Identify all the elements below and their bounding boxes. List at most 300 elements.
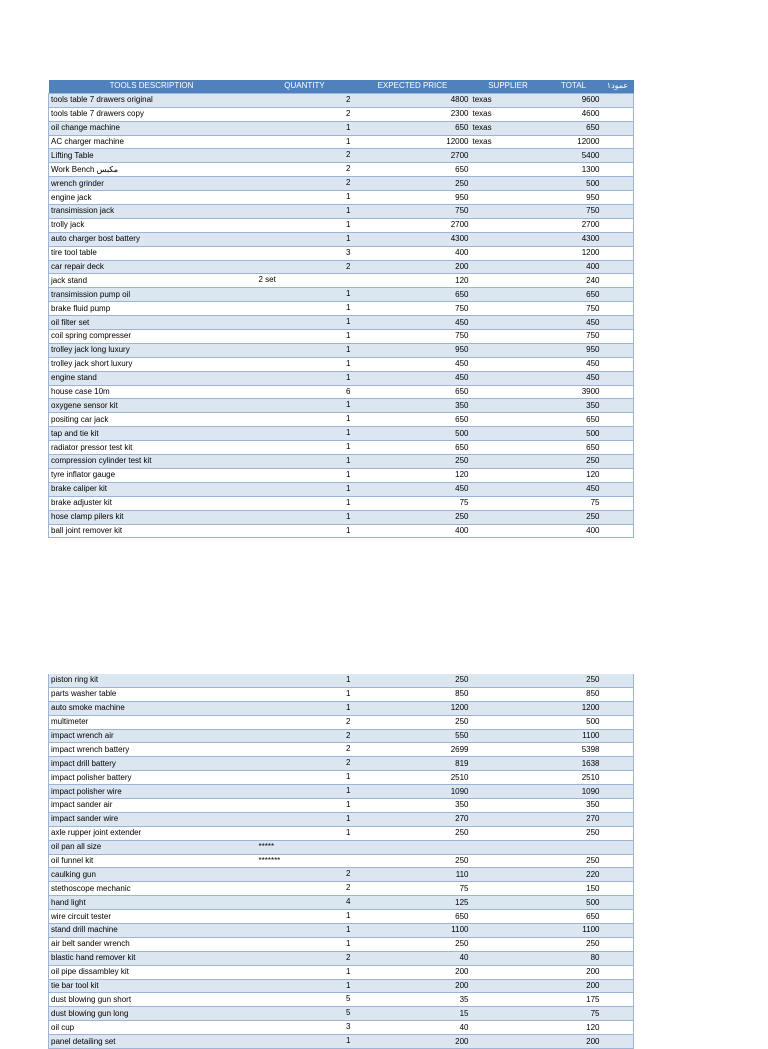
cell-description[interactable]: tap and tie kit [49, 427, 255, 441]
cell-description[interactable]: impact drill battery [49, 757, 255, 771]
cell-extra[interactable] [602, 413, 634, 427]
cell-expected-price[interactable]: 350 [355, 799, 471, 813]
cell-description[interactable]: stand drill machine [49, 924, 255, 938]
cell-total[interactable]: 120 [546, 1021, 602, 1035]
cell-expected-price[interactable]: 120 [355, 468, 471, 482]
cell-extra[interactable] [602, 163, 634, 177]
cell-description[interactable]: tire tool table [49, 246, 255, 260]
cell-total[interactable]: 350 [546, 399, 602, 413]
cell-extra[interactable] [602, 232, 634, 246]
cell-total[interactable]: 950 [546, 343, 602, 357]
cell-supplier[interactable] [471, 729, 546, 743]
header-quantity[interactable]: QUANTITY [255, 80, 355, 93]
cell-total[interactable]: 850 [546, 687, 602, 701]
cell-supplier[interactable]: texas [471, 121, 546, 135]
cell-extra[interactable] [602, 371, 634, 385]
cell-supplier[interactable] [471, 924, 546, 938]
cell-total[interactable]: 500 [546, 427, 602, 441]
cell-extra[interactable] [602, 357, 634, 371]
cell-expected-price[interactable]: 650 [355, 163, 471, 177]
cell-total[interactable]: 5400 [546, 149, 602, 163]
cell-description[interactable]: engine stand [49, 371, 255, 385]
cell-expected-price[interactable]: 750 [355, 205, 471, 219]
cell-description[interactable]: car repair deck [49, 260, 255, 274]
cell-supplier[interactable] [471, 274, 546, 288]
cell-total[interactable]: 650 [546, 413, 602, 427]
cell-description[interactable]: panel detailing set [49, 1035, 255, 1049]
cell-extra[interactable] [602, 910, 634, 924]
cell-expected-price[interactable]: 650 [355, 413, 471, 427]
cell-supplier[interactable] [471, 771, 546, 785]
cell-total[interactable]: 1200 [546, 246, 602, 260]
cell-description[interactable]: radiator pressor test kit [49, 441, 255, 455]
cell-expected-price[interactable]: 75 [355, 882, 471, 896]
cell-expected-price[interactable]: 35 [355, 993, 471, 1007]
cell-extra[interactable] [602, 924, 634, 938]
cell-total[interactable]: 4300 [546, 232, 602, 246]
cell-total[interactable]: 650 [546, 288, 602, 302]
cell-total[interactable]: 500 [546, 177, 602, 191]
cell-total[interactable]: 250 [546, 937, 602, 951]
cell-description[interactable]: auto charger bost battery [49, 232, 255, 246]
cell-supplier[interactable] [471, 330, 546, 344]
cell-expected-price[interactable]: 250 [355, 937, 471, 951]
cell-supplier[interactable] [471, 799, 546, 813]
cell-extra[interactable] [602, 510, 634, 524]
cell-extra[interactable] [602, 771, 634, 785]
cell-expected-price[interactable]: 2300 [355, 107, 471, 121]
cell-total[interactable]: 650 [546, 121, 602, 135]
cell-total[interactable]: 250 [546, 455, 602, 469]
cell-expected-price[interactable]: 750 [355, 330, 471, 344]
cell-total[interactable]: 4600 [546, 107, 602, 121]
cell-total[interactable]: 450 [546, 482, 602, 496]
header-expected-price[interactable]: EXPECTED PRICE [355, 80, 471, 93]
cell-supplier[interactable] [471, 205, 546, 219]
cell-expected-price[interactable]: 1100 [355, 924, 471, 938]
cell-extra[interactable] [602, 496, 634, 510]
cell-expected-price[interactable]: 450 [355, 316, 471, 330]
cell-expected-price[interactable]: 650 [355, 121, 471, 135]
cell-description[interactable]: wrench grinder [49, 177, 255, 191]
cell-supplier[interactable] [471, 757, 546, 771]
cell-total[interactable]: 2510 [546, 771, 602, 785]
cell-description[interactable]: brake adjuster kit [49, 496, 255, 510]
cell-expected-price[interactable]: 650 [355, 441, 471, 455]
cell-extra[interactable] [602, 274, 634, 288]
cell-extra[interactable] [602, 121, 634, 135]
cell-description[interactable]: multimeter [49, 715, 255, 729]
cell-total[interactable]: 500 [546, 715, 602, 729]
cell-total[interactable]: 175 [546, 993, 602, 1007]
cell-supplier[interactable] [471, 812, 546, 826]
cell-extra[interactable] [602, 1035, 634, 1049]
cell-expected-price[interactable]: 250 [355, 674, 471, 687]
cell-total[interactable]: 750 [546, 302, 602, 316]
cell-extra[interactable] [602, 482, 634, 496]
cell-expected-price[interactable]: 450 [355, 482, 471, 496]
cell-total[interactable]: 250 [546, 674, 602, 687]
cell-total[interactable]: 9600 [546, 93, 602, 107]
cell-supplier[interactable] [471, 965, 546, 979]
cell-description[interactable]: air belt sander wrench [49, 937, 255, 951]
cell-supplier[interactable] [471, 316, 546, 330]
cell-supplier[interactable] [471, 163, 546, 177]
cell-expected-price[interactable]: 250 [355, 510, 471, 524]
cell-extra[interactable] [602, 896, 634, 910]
cell-extra[interactable] [602, 840, 634, 854]
cell-extra[interactable] [602, 993, 634, 1007]
cell-total[interactable]: 12000 [546, 135, 602, 149]
cell-description[interactable]: impact polisher wire [49, 785, 255, 799]
cell-extra[interactable] [602, 385, 634, 399]
cell-total[interactable]: 270 [546, 812, 602, 826]
cell-supplier[interactable]: texas [471, 135, 546, 149]
cell-supplier[interactable] [471, 826, 546, 840]
cell-description[interactable]: oil pipe dissambley kit [49, 965, 255, 979]
cell-total[interactable]: 250 [546, 826, 602, 840]
cell-total[interactable]: 1100 [546, 729, 602, 743]
cell-supplier[interactable] [471, 468, 546, 482]
cell-total[interactable]: 450 [546, 316, 602, 330]
cell-extra[interactable] [602, 1021, 634, 1035]
cell-expected-price[interactable]: 200 [355, 260, 471, 274]
cell-expected-price[interactable]: 250 [355, 455, 471, 469]
cell-total[interactable]: 220 [546, 868, 602, 882]
cell-extra[interactable] [602, 316, 634, 330]
cell-supplier[interactable] [471, 218, 546, 232]
cell-description[interactable]: positing car jack [49, 413, 255, 427]
cell-description[interactable]: Work Bench مكبس [49, 163, 255, 177]
cell-extra[interactable] [602, 93, 634, 107]
cell-expected-price[interactable]: 15 [355, 1007, 471, 1021]
cell-description[interactable]: hand light [49, 896, 255, 910]
cell-total[interactable]: 150 [546, 882, 602, 896]
header-total[interactable]: TOTAL [546, 80, 602, 93]
cell-extra[interactable] [602, 937, 634, 951]
cell-expected-price[interactable]: 250 [355, 715, 471, 729]
cell-description[interactable]: transimission pump oil [49, 288, 255, 302]
cell-supplier[interactable] [471, 455, 546, 469]
cell-extra[interactable] [602, 951, 634, 965]
cell-expected-price[interactable]: 500 [355, 427, 471, 441]
cell-description[interactable]: engine jack [49, 191, 255, 205]
cell-extra[interactable] [602, 701, 634, 715]
cell-supplier[interactable] [471, 910, 546, 924]
cell-description[interactable]: compression cylinder test kit [49, 455, 255, 469]
cell-supplier[interactable] [471, 937, 546, 951]
cell-description[interactable]: impact wrench battery [49, 743, 255, 757]
cell-supplier[interactable]: texas [471, 107, 546, 121]
cell-expected-price[interactable]: 250 [355, 826, 471, 840]
cell-total[interactable]: 1100 [546, 924, 602, 938]
cell-expected-price[interactable]: 270 [355, 812, 471, 826]
cell-expected-price[interactable]: 250 [355, 854, 471, 868]
cell-expected-price[interactable]: 120 [355, 274, 471, 288]
header-supplier[interactable]: SUPPLIER [471, 80, 546, 93]
cell-extra[interactable] [602, 785, 634, 799]
cell-total[interactable]: 1300 [546, 163, 602, 177]
cell-extra[interactable] [602, 743, 634, 757]
cell-extra[interactable] [602, 455, 634, 469]
cell-expected-price[interactable]: 2700 [355, 218, 471, 232]
cell-supplier[interactable] [471, 149, 546, 163]
cell-extra[interactable] [602, 302, 634, 316]
cell-extra[interactable] [602, 826, 634, 840]
cell-expected-price[interactable]: 650 [355, 910, 471, 924]
cell-extra[interactable] [602, 441, 634, 455]
cell-description[interactable]: oil pan all size [49, 840, 255, 854]
cell-total[interactable]: 950 [546, 191, 602, 205]
cell-description[interactable]: tools table 7 drawers original [49, 93, 255, 107]
cell-total[interactable]: 450 [546, 357, 602, 371]
cell-supplier[interactable] [471, 882, 546, 896]
cell-supplier[interactable] [471, 343, 546, 357]
cell-extra[interactable] [602, 882, 634, 896]
cell-description[interactable]: ball joint remover kit [49, 524, 255, 538]
cell-supplier[interactable] [471, 496, 546, 510]
cell-extra[interactable] [602, 135, 634, 149]
cell-description[interactable]: hose clamp pilers kit [49, 510, 255, 524]
cell-description[interactable]: tyre inflator gauge [49, 468, 255, 482]
cell-expected-price[interactable]: 450 [355, 371, 471, 385]
cell-supplier[interactable] [471, 785, 546, 799]
cell-description[interactable]: transimission jack [49, 205, 255, 219]
cell-expected-price[interactable]: 1200 [355, 701, 471, 715]
cell-supplier[interactable] [471, 840, 546, 854]
cell-description[interactable]: jack stand [49, 274, 255, 288]
cell-expected-price[interactable]: 250 [355, 177, 471, 191]
cell-extra[interactable] [602, 330, 634, 344]
cell-expected-price[interactable]: 2510 [355, 771, 471, 785]
cell-description[interactable]: dust blowing gun long [49, 1007, 255, 1021]
cell-supplier[interactable] [471, 260, 546, 274]
cell-description[interactable]: blastic hand remover kit [49, 951, 255, 965]
cell-extra[interactable] [602, 757, 634, 771]
cell-expected-price[interactable]: 450 [355, 357, 471, 371]
cell-total[interactable]: 750 [546, 330, 602, 344]
header-description[interactable]: TOOLS DESCRIPTION [49, 80, 255, 93]
cell-total[interactable]: 2700 [546, 218, 602, 232]
cell-description[interactable]: oxygene sensor kit [49, 399, 255, 413]
cell-extra[interactable] [602, 979, 634, 993]
cell-supplier[interactable] [471, 854, 546, 868]
cell-supplier[interactable] [471, 413, 546, 427]
cell-total[interactable]: 250 [546, 510, 602, 524]
cell-expected-price[interactable]: 4300 [355, 232, 471, 246]
cell-total[interactable]: 1200 [546, 701, 602, 715]
cell-supplier[interactable] [471, 701, 546, 715]
cell-total[interactable]: 200 [546, 1035, 602, 1049]
cell-supplier[interactable] [471, 357, 546, 371]
cell-description[interactable]: oil change machine [49, 121, 255, 135]
cell-supplier[interactable]: texas [471, 93, 546, 107]
cell-expected-price[interactable]: 75 [355, 496, 471, 510]
cell-expected-price[interactable]: 200 [355, 979, 471, 993]
cell-supplier[interactable] [471, 1035, 546, 1049]
cell-description[interactable]: oil filter set [49, 316, 255, 330]
cell-total[interactable]: 250 [546, 854, 602, 868]
cell-total[interactable]: 75 [546, 1007, 602, 1021]
cell-supplier[interactable] [471, 191, 546, 205]
cell-extra[interactable] [602, 799, 634, 813]
cell-supplier[interactable] [471, 302, 546, 316]
cell-supplier[interactable] [471, 371, 546, 385]
cell-extra[interactable] [602, 812, 634, 826]
cell-extra[interactable] [602, 524, 634, 538]
cell-total[interactable]: 400 [546, 524, 602, 538]
cell-description[interactable]: coil spring compresser [49, 330, 255, 344]
cell-description[interactable]: trolley jack short luxury [49, 357, 255, 371]
cell-supplier[interactable] [471, 687, 546, 701]
cell-expected-price[interactable] [355, 840, 471, 854]
cell-total[interactable]: 1090 [546, 785, 602, 799]
cell-extra[interactable] [602, 729, 634, 743]
cell-supplier[interactable] [471, 979, 546, 993]
cell-expected-price[interactable]: 2700 [355, 149, 471, 163]
cell-extra[interactable] [602, 218, 634, 232]
cell-extra[interactable] [602, 288, 634, 302]
cell-description[interactable]: parts washer table [49, 687, 255, 701]
cell-extra[interactable] [602, 965, 634, 979]
cell-total[interactable]: 120 [546, 468, 602, 482]
cell-description[interactable]: piston ring kit [49, 674, 255, 687]
cell-extra[interactable] [602, 427, 634, 441]
cell-supplier[interactable] [471, 246, 546, 260]
cell-expected-price[interactable]: 850 [355, 687, 471, 701]
cell-description[interactable]: dust blowing gun short [49, 993, 255, 1007]
cell-description[interactable]: brake fluid pump [49, 302, 255, 316]
cell-supplier[interactable] [471, 427, 546, 441]
cell-total[interactable]: 450 [546, 371, 602, 385]
cell-supplier[interactable] [471, 896, 546, 910]
cell-total[interactable]: 650 [546, 441, 602, 455]
cell-expected-price[interactable]: 1090 [355, 785, 471, 799]
cell-supplier[interactable] [471, 951, 546, 965]
cell-supplier[interactable] [471, 868, 546, 882]
cell-extra[interactable] [602, 149, 634, 163]
cell-description[interactable]: house case 10m [49, 385, 255, 399]
cell-supplier[interactable] [471, 674, 546, 687]
cell-expected-price[interactable]: 650 [355, 288, 471, 302]
cell-extra[interactable] [602, 399, 634, 413]
cell-extra[interactable] [602, 107, 634, 121]
cell-total[interactable]: 1638 [546, 757, 602, 771]
cell-supplier[interactable] [471, 993, 546, 1007]
cell-total[interactable]: 400 [546, 260, 602, 274]
cell-total[interactable]: 200 [546, 965, 602, 979]
cell-expected-price[interactable]: 200 [355, 1035, 471, 1049]
cell-description[interactable]: auto smoke machine [49, 701, 255, 715]
cell-extra[interactable] [602, 343, 634, 357]
cell-total[interactable]: 3900 [546, 385, 602, 399]
cell-description[interactable]: oil funnel kit [49, 854, 255, 868]
cell-expected-price[interactable]: 4800 [355, 93, 471, 107]
cell-extra[interactable] [602, 468, 634, 482]
cell-total[interactable]: 500 [546, 896, 602, 910]
cell-expected-price[interactable]: 650 [355, 385, 471, 399]
cell-total[interactable]: 80 [546, 951, 602, 965]
cell-extra[interactable] [602, 260, 634, 274]
cell-supplier[interactable] [471, 399, 546, 413]
cell-total[interactable]: 5398 [546, 743, 602, 757]
cell-supplier[interactable] [471, 441, 546, 455]
cell-expected-price[interactable]: 2699 [355, 743, 471, 757]
cell-total[interactable]: 75 [546, 496, 602, 510]
cell-description[interactable]: brake caliper kit [49, 482, 255, 496]
cell-extra[interactable] [602, 1007, 634, 1021]
cell-expected-price[interactable]: 110 [355, 868, 471, 882]
cell-description[interactable]: axle rupper joint extender [49, 826, 255, 840]
cell-extra[interactable] [602, 191, 634, 205]
cell-description[interactable]: trolley jack long luxury [49, 343, 255, 357]
cell-supplier[interactable] [471, 510, 546, 524]
cell-extra[interactable] [602, 674, 634, 687]
cell-description[interactable]: tools table 7 drawers copy [49, 107, 255, 121]
cell-total[interactable]: 650 [546, 910, 602, 924]
cell-supplier[interactable] [471, 715, 546, 729]
cell-expected-price[interactable]: 750 [355, 302, 471, 316]
cell-supplier[interactable] [471, 385, 546, 399]
cell-description[interactable]: AC charger machine [49, 135, 255, 149]
cell-expected-price[interactable]: 400 [355, 246, 471, 260]
cell-extra[interactable] [602, 868, 634, 882]
cell-description[interactable]: trolly jack [49, 218, 255, 232]
header-extra-column[interactable]: عمود١ [602, 80, 634, 93]
cell-total[interactable]: 750 [546, 205, 602, 219]
cell-extra[interactable] [602, 246, 634, 260]
cell-extra[interactable] [602, 177, 634, 191]
cell-description[interactable]: tie bar tool kit [49, 979, 255, 993]
cell-extra[interactable] [602, 205, 634, 219]
cell-expected-price[interactable]: 400 [355, 524, 471, 538]
cell-supplier[interactable] [471, 482, 546, 496]
cell-supplier[interactable] [471, 1007, 546, 1021]
cell-description[interactable]: stethoscope mechanic [49, 882, 255, 896]
cell-description[interactable]: caulking gun [49, 868, 255, 882]
cell-expected-price[interactable]: 950 [355, 343, 471, 357]
cell-expected-price[interactable]: 350 [355, 399, 471, 413]
cell-total[interactable]: 350 [546, 799, 602, 813]
cell-supplier[interactable] [471, 524, 546, 538]
cell-expected-price[interactable]: 819 [355, 757, 471, 771]
cell-description[interactable]: impact sander wire [49, 812, 255, 826]
cell-description[interactable]: impact wrench air [49, 729, 255, 743]
cell-expected-price[interactable]: 40 [355, 951, 471, 965]
cell-description[interactable]: wire circuit tester [49, 910, 255, 924]
cell-expected-price[interactable]: 550 [355, 729, 471, 743]
cell-expected-price[interactable]: 40 [355, 1021, 471, 1035]
cell-supplier[interactable] [471, 743, 546, 757]
cell-extra[interactable] [602, 687, 634, 701]
cell-description[interactable]: impact sander air [49, 799, 255, 813]
cell-description[interactable]: Lifting Table [49, 149, 255, 163]
cell-total[interactable] [546, 840, 602, 854]
cell-description[interactable]: oil cup [49, 1021, 255, 1035]
cell-expected-price[interactable]: 200 [355, 965, 471, 979]
cell-extra[interactable] [602, 715, 634, 729]
cell-supplier[interactable] [471, 1021, 546, 1035]
cell-total[interactable]: 200 [546, 979, 602, 993]
cell-expected-price[interactable]: 125 [355, 896, 471, 910]
cell-expected-price[interactable]: 950 [355, 191, 471, 205]
cell-description[interactable]: impact polisher battery [49, 771, 255, 785]
cell-supplier[interactable] [471, 232, 546, 246]
cell-extra[interactable] [602, 854, 634, 868]
cell-supplier[interactable] [471, 288, 546, 302]
cell-total[interactable]: 240 [546, 274, 602, 288]
cell-supplier[interactable] [471, 177, 546, 191]
